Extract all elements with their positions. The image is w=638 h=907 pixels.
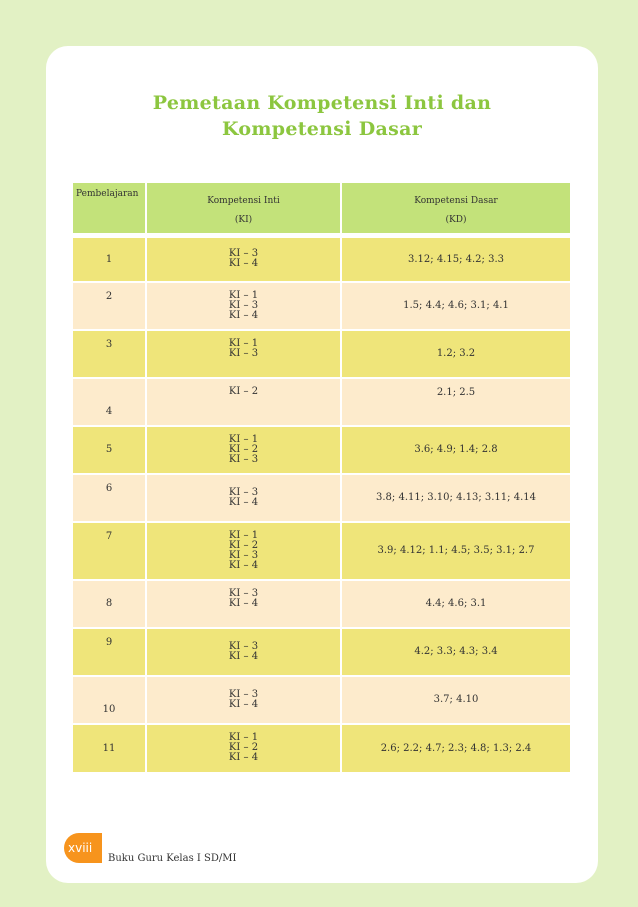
competency-table	[73, 183, 570, 772]
row-ki: KI – 1 KI – 3	[146, 330, 341, 378]
table-row	[73, 676, 570, 724]
table-row	[73, 236, 570, 282]
row-ki: KI – 3 KI – 4	[146, 236, 341, 282]
row-ki: KI – 3 KI – 4	[146, 628, 341, 676]
row-ki: KI – 3 KI – 4	[146, 474, 341, 522]
row-ki: KI – 1 KI – 3 KI – 4	[146, 282, 341, 330]
row-number: 2	[73, 282, 146, 330]
row-kd: 3.6; 4.9; 1.4; 2.8	[341, 426, 570, 474]
row-kd: 3.12; 4.15; 4.2; 3.3	[341, 236, 570, 282]
table-row	[73, 378, 570, 426]
row-number: 4	[73, 378, 146, 426]
table-header-row	[73, 183, 570, 236]
row-kd: 3.9; 4.12; 1.1; 4.5; 3.5; 3.1; 2.7	[341, 522, 570, 580]
row-ki: KI – 1 KI – 2 KI – 3 KI – 4	[146, 522, 341, 580]
row-number: 5	[73, 426, 146, 474]
row-ki: KI – 2	[146, 378, 341, 426]
row-kd: 4.4; 4.6; 3.1	[341, 580, 570, 628]
title-line-1: Pemetaan Kompetensi Inti dan	[152, 92, 492, 114]
table-row	[73, 330, 570, 378]
row-ki: KI – 3 KI – 4	[146, 676, 341, 724]
row-kd: 2.1; 2.5	[341, 378, 570, 426]
row-number: 6	[73, 474, 146, 522]
row-kd: 4.2; 3.3; 4.3; 3.4	[341, 628, 570, 676]
table-row	[73, 628, 570, 676]
page-number-badge: xviii	[64, 833, 102, 863]
row-number: 8	[73, 580, 146, 628]
row-ki: KI – 1 KI – 2 KI – 4	[146, 724, 341, 772]
header-pembelajaran: Pembelajaran	[73, 183, 146, 236]
row-number: 10	[73, 676, 146, 724]
row-number: 7	[73, 522, 146, 580]
row-kd: 1.2; 3.2	[341, 330, 570, 378]
page-title	[46, 90, 598, 142]
table-row	[73, 426, 570, 474]
table-row	[73, 580, 570, 628]
row-ki: KI – 1 KI – 2 KI – 3	[146, 426, 341, 474]
header-kompetensi-inti: Kompetensi Inti (KI)	[146, 183, 341, 236]
row-kd: 3.8; 4.11; 3.10; 4.13; 3.11; 4.14	[341, 474, 570, 522]
header-kompetensi-dasar: Kompetensi Dasar (KD)	[341, 183, 570, 236]
row-number: 9	[73, 628, 146, 676]
row-kd: 3.7; 4.10	[341, 676, 570, 724]
table-row	[73, 282, 570, 330]
table-row	[73, 724, 570, 772]
book-title: Buku Guru Kelas I SD/MI	[108, 853, 237, 864]
row-number: 11	[73, 724, 146, 772]
row-number: 1	[73, 236, 146, 282]
row-kd: 2.6; 2.2; 4.7; 2.3; 4.8; 1.3; 2.4	[341, 724, 570, 772]
table-row	[73, 474, 570, 522]
row-kd: 1.5; 4.4; 4.6; 3.1; 4.1	[341, 282, 570, 330]
title-line-2: Kompetensi Dasar	[221, 118, 423, 140]
table-row	[73, 522, 570, 580]
row-ki: KI – 3 KI – 4	[146, 580, 341, 628]
row-number: 3	[73, 330, 146, 378]
